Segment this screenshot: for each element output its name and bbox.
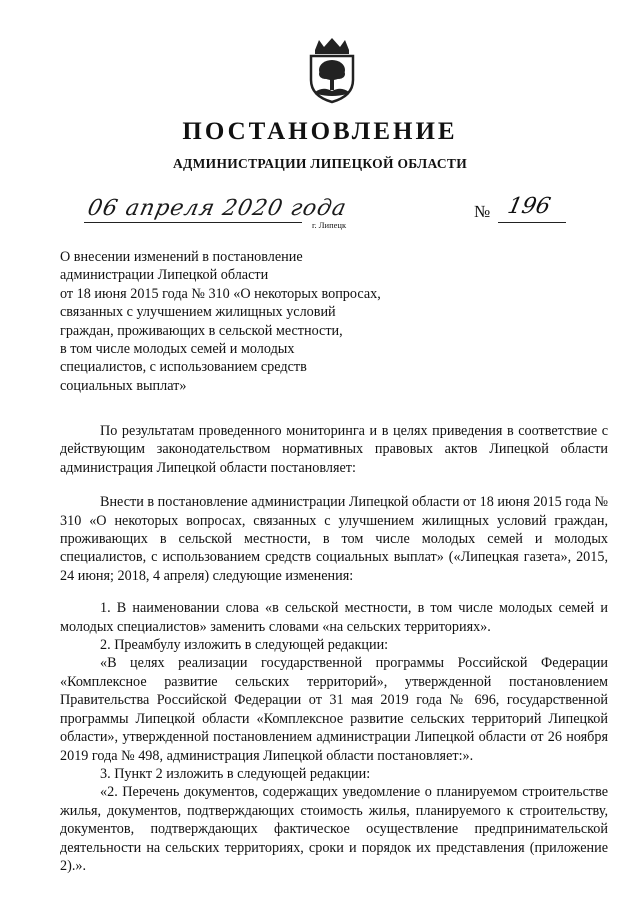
item-1-paragraph: 1. В наименовании слова «в сельской местности, в том числе молодых семей и молодых специалистов» заменить словами «на сельских территориях». bbox=[60, 600, 608, 635]
city-label: г. Липецк bbox=[312, 220, 347, 230]
document-subtitle: АДМИНИСТРАЦИИ ЛИПЕЦКОЙ ОБЛАСТИ bbox=[172, 156, 468, 171]
handwritten-date: 06 апреля 2020 года bbox=[85, 196, 350, 221]
subject-line: граждан, проживающих в сельской местности, bbox=[60, 322, 343, 339]
subject-line: О внесении изменений в постановление bbox=[60, 249, 303, 265]
item-3-paragraph: 3. Пункт 2 изложить в следующей редакции: bbox=[100, 765, 371, 782]
subject-line: в том числе молодых семей и молодых bbox=[60, 341, 295, 358]
handwritten-number: 196 bbox=[505, 194, 553, 219]
number-underline bbox=[498, 222, 566, 223]
subject-line: социальных выплат» bbox=[60, 377, 187, 394]
number-sign: № bbox=[474, 202, 491, 221]
lipetsk-coat-of-arms-icon bbox=[303, 36, 361, 104]
document-subject bbox=[60, 248, 460, 395]
subject-line: администрации Липецкой области bbox=[60, 267, 269, 284]
preamble-paragraph: По результатам проведенного мониторинга и в целях приведения в соответствие с действующим законодательством нормативных правовых актов Липецкой области администрация Липецкой области постановляет: bbox=[60, 423, 608, 476]
subject-line: от 18 июня 2015 года № 310 «О некоторых вопросах, bbox=[60, 285, 381, 302]
subject-line: связанных с улучшением жилищных условий bbox=[60, 304, 336, 321]
item-2-text-paragraph: «В целях реализации государственной программы Российской Федерации «Комплексное развитие сельских территорий», утвержденной постановлением Правительства Российской Федерации от 31 мая 2019 года № 696, государственной программы Липецкой области «Комплексное развитие сельских территорий Липецкой области», утвержденной постановлением администрации Липецкой области от 26 ноября 2019 года № 498, администрация Липецкой области постановляет:». bbox=[60, 655, 608, 764]
date-underline bbox=[84, 222, 302, 223]
intro-paragraph: Внести в постановление администрации Липецкой области от 18 июня 2015 года № 310 «О некоторых вопросах, связанных с улучшением жилищных условий граждан, проживающих в сельской местности, в том числе молодых семей и молодых специалистов, с использованием средств социальных выплат» («Липецкая газета», 2015, 24 июня; 2018, 4 апреля) следующие изменения: bbox=[60, 494, 608, 584]
document-title: ПОСТАНОВЛЕНИЕ bbox=[182, 118, 458, 145]
item-2-paragraph: 2. Преамбулу изложить в следующей редакции: bbox=[100, 637, 389, 654]
item-3-text-paragraph: «2. Перечень документов, содержащих уведомление о планируемом строительстве жилья, документов, подтверждающих стоимость жилья, планируемого к строительству, документов, подтверждающих фактическое осуществление предпринимательской деятельности на сельских территориях, сроки и порядок их представления (приложение 2).». bbox=[60, 784, 608, 874]
document-body bbox=[60, 422, 608, 875]
subject-line: специалистов, с использованием средств bbox=[60, 359, 307, 376]
